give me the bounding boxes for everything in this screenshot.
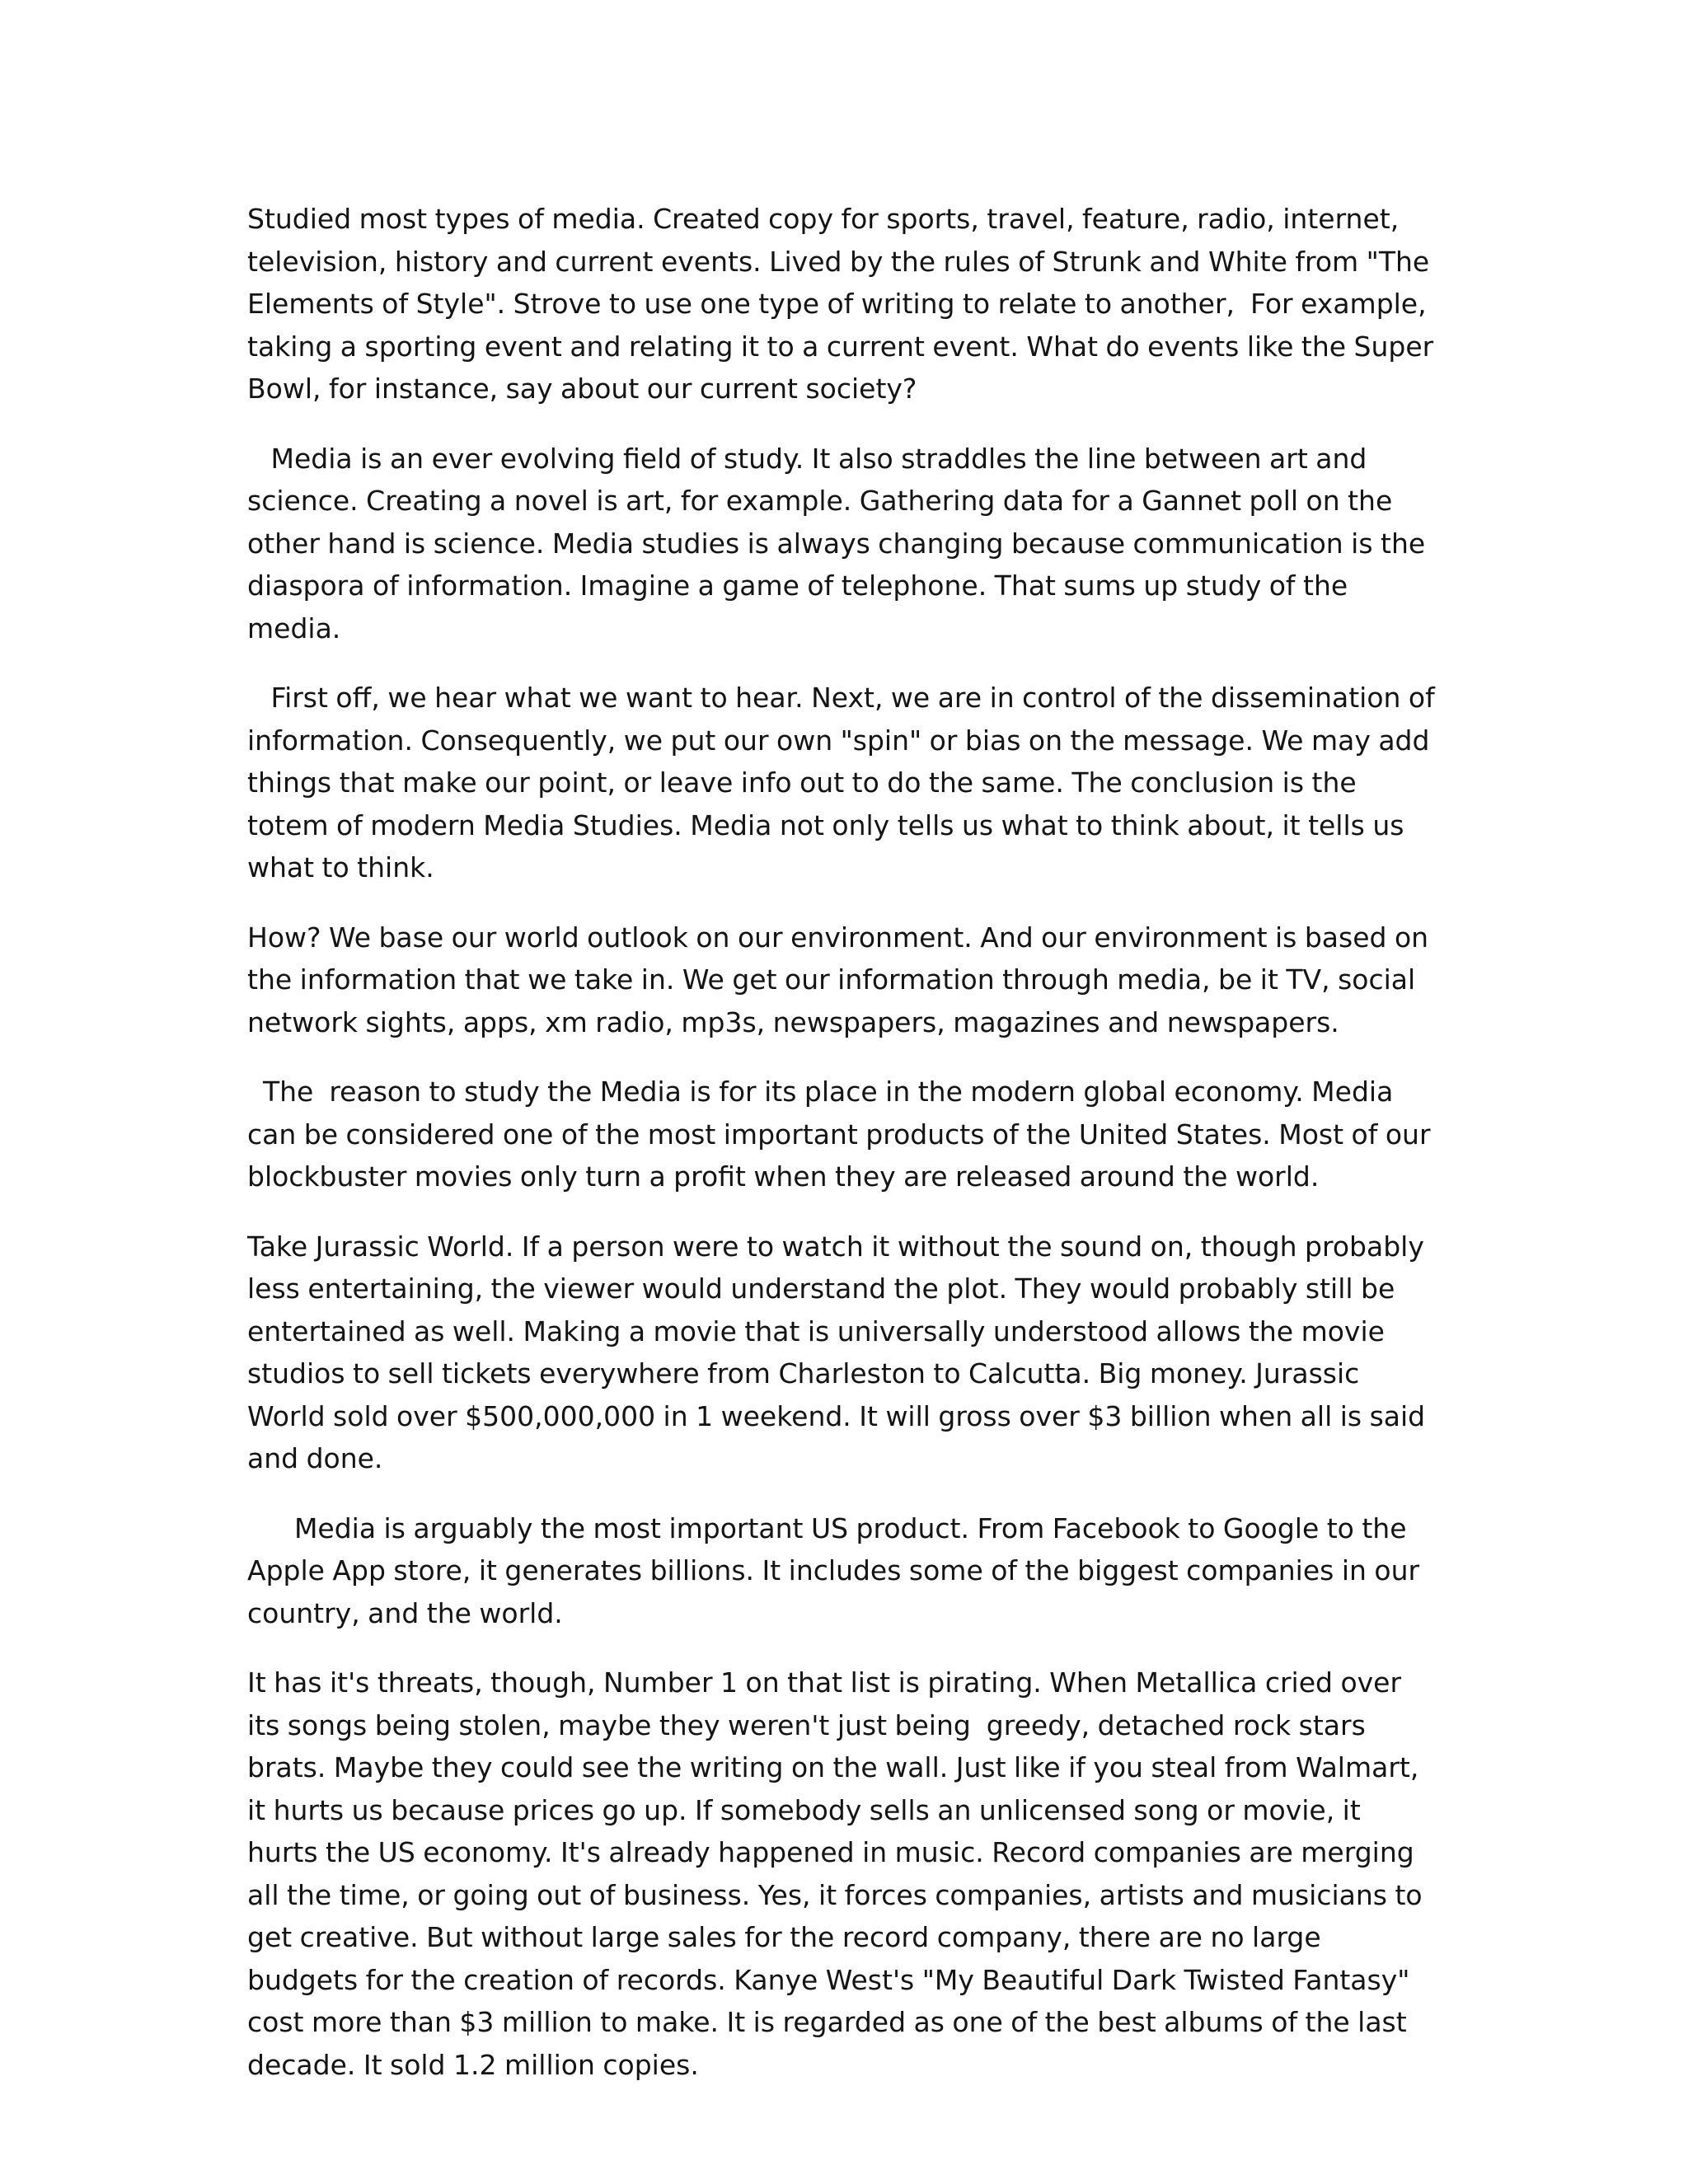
paragraph-4: How? We base our world outlook on our environment. And our environment is based on the information that we take in. We get our information through media, be it TV, social network sights, apps, xm radio, mp3s, newspapers, magazines and newspapers. (247, 921, 1437, 1038)
document-body (247, 198, 1443, 2113)
paragraph-8: It has it's threats, though, Number 1 on that list is pirating. When Metallica cried over its songs being stolen, maybe they weren't just being greedy, detached rock stars brats. Maybe they could see the writing on the wall. Just like if you steal from Walmart, it hurts us because prices go up. If somebody sells an unlicensed song or movie, it hurts the US economy. It's already happened in music. Record companies are merging all the time, or going out of business. Yes, it forces companies, artists and musicians to get creative. But without large sales for the record company, there are no large budgets for the creation of records. Kanye West's "My Beautiful Dark Twisted Fantasy" cost more than $3 million to make. It is regarded as one of the best albums of the last decade. It sold 1.2 million copies. (247, 1666, 1431, 2081)
paragraph-2: Media is an ever evolving field of study. It also straddles the line between art and science. Creating a novel is art, for example. Gathering data for a Gannet poll on the other hand is science. Media studies is always changing because communication is the diaspora of information. Imagine a game of telephone. That sums up study of the media. (247, 442, 1433, 644)
paragraph-7: Media is arguably the most important US product. From Facebook to Google to the Apple App store, it generates billions. It includes some of the biggest companies in our country, and the world. (247, 1511, 1428, 1629)
paragraph-6: Take Jurassic World. If a person were to watch it without the sound on, though probably less entertaining, the viewer would understand the plot. They would probably still be entertained as well. Making a movie that is universally understood allows the movie studios to sell tickets everywhere from Charleston to Calcutta. Big money. Jurassic World sold over $500,000,000 in 1 weekend. It will gross over $3 billion when all is said and done. (247, 1230, 1433, 1474)
paragraph-5: The reason to study the Media is for its place in the modern global economy. Media can be considered one of the most important products of the United States. Most of our blockbuster movies only turn a profit when they are released around the world. (247, 1076, 1439, 1193)
paragraph-1: Studied most types of media. Created copy for sports, travel, feature, radio, internet, television, history and current events. Lived by the rules of Strunk and White from "The Elements of Style". Strove to use one type of writing to relate to another, For example, taking a sporting event and relating it to a current event. What do events like the Super Bowl, for instance, say about our current society? (247, 203, 1442, 405)
paragraph-3: First off, we hear what we want to hear. Next, we are in control of the dissemination of information. Consequently, we put our own "spin" or bias on the message. We may add things that make our point, or leave info out to do the same. The conclusion is the totem of modern Media Studies. Media not only tells us what to think about, it tells us what to think. (247, 682, 1443, 883)
